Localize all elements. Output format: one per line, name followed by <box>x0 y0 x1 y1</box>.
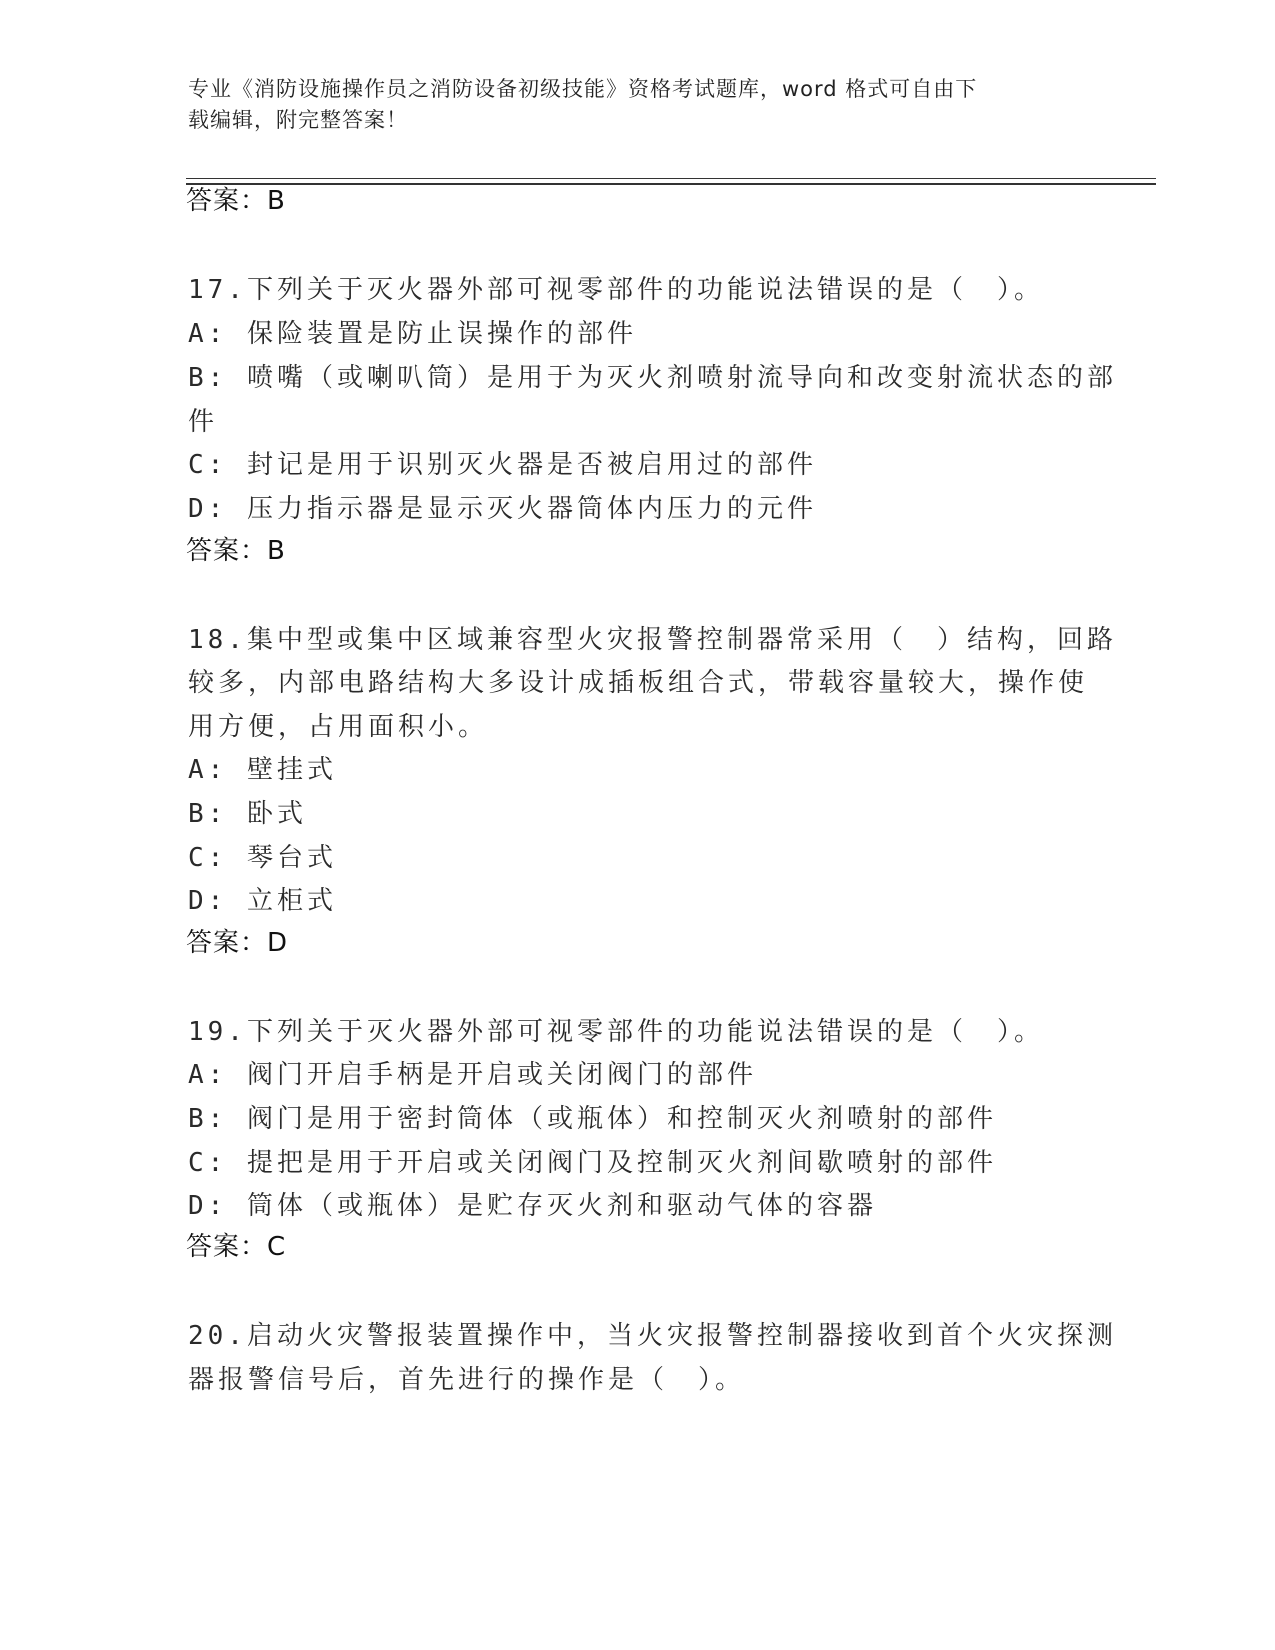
question-17-option-c: C: 封记是用于识别灭火器是否被启用过的部件 <box>188 450 817 480</box>
question-17-stem: 17.下列关于灭火器外部可视零部件的功能说法错误的是（ ）。 <box>188 275 1044 305</box>
question-17-option-a: A: 保险装置是防止误操作的部件 <box>188 319 637 349</box>
question-17-option-d: D: 压力指示器是显示灭火器筒体内压力的元件 <box>188 494 817 524</box>
answer-17: 答案：B <box>186 536 286 566</box>
header-divider-thick <box>186 183 1156 185</box>
question-19-option-c: C: 提把是用于开启或关闭阀门及控制灭火剂间歇喷射的部件 <box>188 1148 997 1178</box>
answer-16: 答案：B <box>186 186 286 216</box>
question-19-stem: 19.下列关于灭火器外部可视零部件的功能说法错误的是（ ）。 <box>188 1017 1044 1047</box>
question-19-option-d: D: 筒体（或瓶体）是贮存灭火剂和驱动气体的容器 <box>188 1191 877 1221</box>
question-19-option-b: B: 阀门是用于密封筒体（或瓶体）和控制灭火剂喷射的部件 <box>188 1104 997 1134</box>
answer-18: 答案：D <box>186 928 289 958</box>
question-18-stem-3: 用方便，占用面积小。 <box>188 712 489 742</box>
question-17-option-b: B: 喷嘴（或喇叭筒）是用于为灭火剂喷射流导向和改变射流状态的部 <box>188 363 1117 393</box>
question-17-option-b-cont: 件 <box>188 407 219 437</box>
question-18-option-c: C: 琴台式 <box>188 843 337 873</box>
question-20-stem-2: 器报警信号后，首先进行的操作是（ ）。 <box>188 1365 746 1395</box>
question-20-stem-1: 20.启动火灾警报装置操作中，当火灾报警控制器接收到首个火灾探测 <box>188 1321 1117 1351</box>
question-19-option-a: A: 阀门开启手柄是开启或关闭阀门的部件 <box>188 1060 757 1090</box>
header-line-1: 专业《消防设施操作员之消防设备初级技能》资格考试题库，word 格式可自由下 <box>188 77 978 101</box>
document-header <box>188 74 1068 136</box>
question-18-option-d: D: 立柜式 <box>188 886 337 916</box>
question-18-stem-2: 较多，内部电路结构大多设计成插板组合式，带载容量较大，操作使 <box>188 668 1089 698</box>
question-18-option-a: A: 壁挂式 <box>188 755 337 785</box>
question-18-stem-1: 18.集中型或集中区域兼容型火灾报警控制器常采用（ ）结构，回路 <box>188 625 1117 655</box>
header-line-2: 载编辑，附完整答案！ <box>188 108 408 132</box>
answer-19: 答案：C <box>186 1232 287 1262</box>
header-divider-thin <box>186 178 1156 179</box>
question-18-option-b: B: 卧式 <box>188 799 307 829</box>
